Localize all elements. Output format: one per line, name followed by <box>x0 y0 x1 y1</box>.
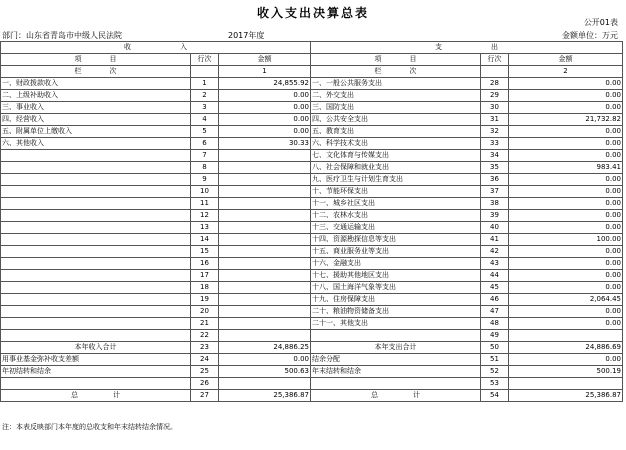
expense-item-cell: 三、国防支出 <box>311 102 481 114</box>
table-row <box>1 234 623 246</box>
table-row <box>1 246 623 258</box>
income-item-cell: 年初结转和结余 <box>1 366 191 378</box>
income-rowno-cell: 13 <box>191 222 219 234</box>
table-row <box>1 294 623 306</box>
expense-rowno-cell: 54 <box>481 390 509 402</box>
income-rowno-cell: 5 <box>191 126 219 138</box>
expense-rowno-cell: 42 <box>481 246 509 258</box>
expense-item-cell <box>311 330 481 342</box>
income-rowno-cell: 4 <box>191 114 219 126</box>
income-rowno-cell: 15 <box>191 246 219 258</box>
expense-section-header: 支 出 <box>311 42 623 54</box>
income-rowno-header: 行次 <box>191 54 219 66</box>
department-label: 部门：山东省青岛市中级人民法院 <box>2 31 122 40</box>
expense-rowno-cell: 39 <box>481 210 509 222</box>
table-row <box>1 342 623 354</box>
income-amount-cell <box>219 282 311 294</box>
expense-amount-cell: 0.00 <box>509 258 623 270</box>
footnote: 注：本表反映部门本年度的总收支和年末结转结余情况。 <box>2 423 177 431</box>
income-amount-cell <box>219 150 311 162</box>
income-amount-cell <box>219 294 311 306</box>
income-rowno-cell: 18 <box>191 282 219 294</box>
income-amount-cell <box>219 378 311 390</box>
expense-amount-cell: 100.00 <box>509 234 623 246</box>
income-rowno-cell: 14 <box>191 234 219 246</box>
expense-item-cell: 十七、援助其他地区支出 <box>311 270 481 282</box>
income-item-cell <box>1 162 191 174</box>
table-row <box>1 78 623 90</box>
income-item-cell <box>1 210 191 222</box>
expense-item-cell: 二、外交支出 <box>311 90 481 102</box>
expense-amount-cell: 25,386.87 <box>509 390 623 402</box>
expense-rowno-cell: 28 <box>481 78 509 90</box>
expense-rowno-cell: 48 <box>481 318 509 330</box>
income-amount-cell: 0.00 <box>219 126 311 138</box>
income-rowno-cell: 21 <box>191 318 219 330</box>
income-expense-table <box>0 41 623 402</box>
expense-column-index: 2 <box>509 66 623 78</box>
expense-amount-cell: 0.00 <box>509 354 623 366</box>
income-amount-cell: 0.00 <box>219 90 311 102</box>
income-item-cell <box>1 270 191 282</box>
income-item-cell: 总 计 <box>1 390 191 402</box>
expense-amount-cell: 0.00 <box>509 186 623 198</box>
expense-rowno-cell: 50 <box>481 342 509 354</box>
expense-item-cell: 四、公共安全支出 <box>311 114 481 126</box>
income-rowno-cell: 2 <box>191 90 219 102</box>
income-amount-cell <box>219 318 311 330</box>
table-row <box>1 210 623 222</box>
income-amount-cell <box>219 234 311 246</box>
expense-item-cell: 一、一般公共服务支出 <box>311 78 481 90</box>
expense-rowno-cell: 52 <box>481 366 509 378</box>
income-rowno-cell: 25 <box>191 366 219 378</box>
table-row <box>1 282 623 294</box>
column-header-row <box>1 54 623 66</box>
expense-item-cell: 本年支出合计 <box>311 342 481 354</box>
income-amount-cell: 0.00 <box>219 114 311 126</box>
expense-rowno-header: 行次 <box>481 54 509 66</box>
income-rowno-cell: 8 <box>191 162 219 174</box>
table-row <box>1 102 623 114</box>
income-item-cell: 二、上级补助收入 <box>1 90 191 102</box>
expense-rowno-cell: 47 <box>481 306 509 318</box>
income-amount-cell: 0.00 <box>219 354 311 366</box>
expense-amount-header: 金额 <box>509 54 623 66</box>
expense-rowno-cell: 38 <box>481 198 509 210</box>
expense-item-cell: 十一、城乡社区支出 <box>311 198 481 210</box>
income-item-cell: 一、财政拨款收入 <box>1 78 191 90</box>
table-row <box>1 354 623 366</box>
expense-item-cell: 十三、交通运输支出 <box>311 222 481 234</box>
expense-amount-cell: 0.00 <box>509 282 623 294</box>
income-rowno-cell: 12 <box>191 210 219 222</box>
income-item-header: 项 目 <box>1 54 191 66</box>
income-item-cell: 用事业基金弥补收支差额 <box>1 354 191 366</box>
expense-item-cell: 十、节能环保支出 <box>311 186 481 198</box>
expense-rowno-cell: 35 <box>481 162 509 174</box>
form-code: 公开01表 <box>583 18 618 27</box>
expense-item-cell: 七、文化体育与传媒支出 <box>311 150 481 162</box>
income-item-cell <box>1 198 191 210</box>
expense-amount-cell: 0.00 <box>509 174 623 186</box>
expense-rowno-cell: 46 <box>481 294 509 306</box>
expense-amount-cell: 0.00 <box>509 102 623 114</box>
expense-item-cell: 六、科学技术支出 <box>311 138 481 150</box>
expense-rowno-cell: 37 <box>481 186 509 198</box>
income-amount-header: 金额 <box>219 54 311 66</box>
income-amount-cell <box>219 174 311 186</box>
expense-item-cell <box>311 378 481 390</box>
expense-rowno-cell: 53 <box>481 378 509 390</box>
expense-amount-cell: 0.00 <box>509 78 623 90</box>
expense-rowno-cell: 44 <box>481 270 509 282</box>
income-rowno-cell: 11 <box>191 198 219 210</box>
expense-amount-cell: 24,886.69 <box>509 342 623 354</box>
income-rowno-cell: 1 <box>191 78 219 90</box>
expense-amount-cell: 0.00 <box>509 150 623 162</box>
expense-item-cell: 八、社会保障和就业支出 <box>311 162 481 174</box>
expense-amount-cell: 0.00 <box>509 126 623 138</box>
income-amount-cell: 24,886.25 <box>219 342 311 354</box>
expense-amount-cell: 0.00 <box>509 90 623 102</box>
fiscal-year: 2017年度 <box>228 31 265 40</box>
income-item-cell <box>1 330 191 342</box>
expense-amount-cell: 0.00 <box>509 318 623 330</box>
income-rowno-cell: 24 <box>191 354 219 366</box>
income-item-cell <box>1 234 191 246</box>
income-rowno-cell: 23 <box>191 342 219 354</box>
expense-rowno-cell: 36 <box>481 174 509 186</box>
table-row <box>1 174 623 186</box>
expense-rowno-cell: 49 <box>481 330 509 342</box>
expense-item-cell: 年末结转和结余 <box>311 366 481 378</box>
expense-rowno-cell: 31 <box>481 114 509 126</box>
income-section-header: 收 入 <box>1 42 311 54</box>
income-amount-cell <box>219 186 311 198</box>
income-amount-cell: 30.33 <box>219 138 311 150</box>
expense-amount-cell: 0.00 <box>509 270 623 282</box>
expense-amount-cell: 983.41 <box>509 162 623 174</box>
income-amount-cell <box>219 210 311 222</box>
income-column-label: 栏 次 <box>1 66 191 78</box>
table-row <box>1 306 623 318</box>
income-item-cell <box>1 258 191 270</box>
expense-item-cell: 九、医疗卫生与计划生育支出 <box>311 174 481 186</box>
income-amount-cell <box>219 162 311 174</box>
income-item-cell <box>1 282 191 294</box>
expense-amount-cell: 0.00 <box>509 210 623 222</box>
income-rowno-cell: 20 <box>191 306 219 318</box>
income-rowno-cell: 10 <box>191 186 219 198</box>
expense-rowno-cell: 51 <box>481 354 509 366</box>
income-item-cell: 四、经营收入 <box>1 114 191 126</box>
table-row <box>1 198 623 210</box>
income-amount-cell: 24,855.92 <box>219 78 311 90</box>
expense-amount-cell: 2,064.45 <box>509 294 623 306</box>
income-item-cell <box>1 306 191 318</box>
income-rowno-cell: 19 <box>191 294 219 306</box>
income-item-cell: 六、其他收入 <box>1 138 191 150</box>
table-row <box>1 378 623 390</box>
expense-amount-cell <box>509 330 623 342</box>
expense-amount-cell: 0.00 <box>509 222 623 234</box>
income-rowno-cell: 7 <box>191 150 219 162</box>
income-item-cell: 三、事业收入 <box>1 102 191 114</box>
expense-rowno-cell: 29 <box>481 90 509 102</box>
expense-item-cell: 五、教育支出 <box>311 126 481 138</box>
section-header-row <box>1 42 623 54</box>
income-item-cell: 本年收入合计 <box>1 342 191 354</box>
income-rowno-cell: 17 <box>191 270 219 282</box>
expense-rowno-cell: 33 <box>481 138 509 150</box>
table-row <box>1 150 623 162</box>
expense-amount-cell: 0.00 <box>509 306 623 318</box>
income-item-cell <box>1 318 191 330</box>
income-item-cell <box>1 174 191 186</box>
expense-column-label: 栏 次 <box>311 66 481 78</box>
report-title: 收入支出决算总表 <box>256 6 369 20</box>
income-item-cell <box>1 186 191 198</box>
table-row <box>1 114 623 126</box>
income-amount-cell: 25,386.87 <box>219 390 311 402</box>
income-amount-cell <box>219 246 311 258</box>
expense-amount-cell <box>509 378 623 390</box>
income-amount-cell: 0.00 <box>219 102 311 114</box>
expense-amount-cell: 0.00 <box>509 246 623 258</box>
table-row <box>1 258 623 270</box>
table-row <box>1 162 623 174</box>
income-item-cell <box>1 246 191 258</box>
expense-rowno-cell: 30 <box>481 102 509 114</box>
expense-item-cell: 十二、农林水支出 <box>311 210 481 222</box>
table-row <box>1 330 623 342</box>
amount-unit: 金额单位：万元 <box>562 31 618 40</box>
income-amount-cell <box>219 330 311 342</box>
income-rowno-cell: 27 <box>191 390 219 402</box>
empty-cell <box>191 66 219 78</box>
income-rowno-cell: 9 <box>191 174 219 186</box>
expense-amount-cell: 21,732.82 <box>509 114 623 126</box>
expense-rowno-cell: 34 <box>481 150 509 162</box>
expense-item-cell: 结余分配 <box>311 354 481 366</box>
income-amount-cell: 500.63 <box>219 366 311 378</box>
expense-item-cell: 十九、住房保障支出 <box>311 294 481 306</box>
expense-item-cell: 十六、金融支出 <box>311 258 481 270</box>
column-index-row <box>1 66 623 78</box>
income-amount-cell <box>219 270 311 282</box>
expense-rowno-cell: 45 <box>481 282 509 294</box>
income-item-cell <box>1 150 191 162</box>
income-item-cell <box>1 378 191 390</box>
expense-item-cell: 总 计 <box>311 390 481 402</box>
expense-rowno-cell: 41 <box>481 234 509 246</box>
income-item-cell <box>1 294 191 306</box>
expense-amount-cell: 0.00 <box>509 138 623 150</box>
table-row <box>1 126 623 138</box>
income-rowno-cell: 6 <box>191 138 219 150</box>
income-item-cell: 五、附属单位上缴收入 <box>1 126 191 138</box>
table-row <box>1 90 623 102</box>
expense-amount-cell: 0.00 <box>509 198 623 210</box>
income-rowno-cell: 3 <box>191 102 219 114</box>
table-row <box>1 270 623 282</box>
expense-rowno-cell: 43 <box>481 258 509 270</box>
table-row <box>1 390 623 402</box>
income-amount-cell <box>219 258 311 270</box>
table-row <box>1 318 623 330</box>
empty-cell <box>481 66 509 78</box>
table-row <box>1 222 623 234</box>
income-item-cell <box>1 222 191 234</box>
income-amount-cell <box>219 198 311 210</box>
expense-item-cell: 十四、资源勘探信息等支出 <box>311 234 481 246</box>
table-row <box>1 186 623 198</box>
income-rowno-cell: 26 <box>191 378 219 390</box>
expense-item-header: 项 目 <box>311 54 481 66</box>
expense-rowno-cell: 32 <box>481 126 509 138</box>
expense-item-cell: 十八、国土海洋气象等支出 <box>311 282 481 294</box>
table-row <box>1 366 623 378</box>
expense-item-cell: 十五、商业服务业等支出 <box>311 246 481 258</box>
income-amount-cell <box>219 222 311 234</box>
expense-amount-cell: 500.19 <box>509 366 623 378</box>
income-amount-cell <box>219 306 311 318</box>
expense-item-cell: 二十一、其他支出 <box>311 318 481 330</box>
income-rowno-cell: 16 <box>191 258 219 270</box>
table-row <box>1 138 623 150</box>
expense-item-cell: 二十、粮油物资储备支出 <box>311 306 481 318</box>
expense-rowno-cell: 40 <box>481 222 509 234</box>
income-rowno-cell: 22 <box>191 330 219 342</box>
income-column-index: 1 <box>219 66 311 78</box>
